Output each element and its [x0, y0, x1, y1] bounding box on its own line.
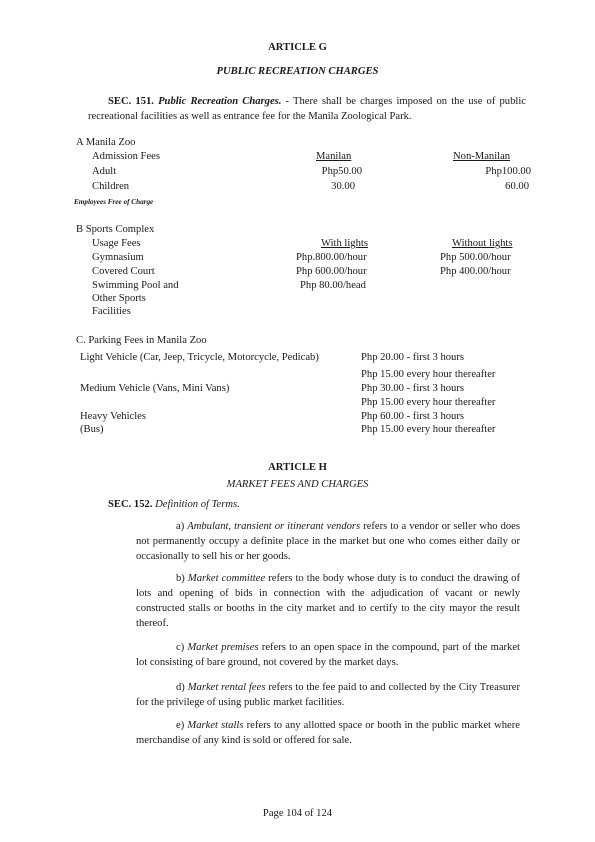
article-g-subtitle: PUBLIC RECREATION CHARGES: [216, 66, 379, 77]
definition-letter: d): [176, 682, 185, 693]
sec-151-number: SEC. 151.: [108, 96, 154, 107]
parking-medium-fee: Php 15.00 every hour thereafter: [361, 397, 496, 408]
definition-letter: c): [176, 642, 185, 653]
zoo-row-label: Adult: [92, 166, 117, 177]
sports-pool-with-lights: Php 80.00/head: [300, 280, 366, 291]
definition-term: Market committee: [187, 573, 266, 584]
sports-pool-label: Facilities: [92, 306, 131, 317]
sports-gym-with-lights: Php.800.00/hour: [296, 252, 367, 263]
sports-gym-label: Gymnasium: [92, 252, 144, 263]
sec-151-paragraph: [88, 94, 526, 124]
parking-heavy-label: Heavy Vehicles: [80, 411, 146, 422]
article-h-title: ARTICLE H: [268, 462, 327, 473]
zoo-fees-label: Admission Fees: [92, 151, 160, 162]
zoo-col-non-manilan: Non-Manilan: [453, 151, 511, 162]
parking-light-fee: Php 20.00 - first 3 hours: [361, 352, 464, 363]
parking-medium-label: Medium Vehicle (Vans, Mini Vans): [80, 383, 230, 394]
sports-heading: B Sports Complex: [76, 224, 155, 235]
sports-court-without-lights: Php 400.00/hour: [440, 266, 511, 277]
definition-term: Market rental fees: [187, 682, 266, 693]
definition-term: Market stalls: [187, 720, 244, 731]
article-g-title: ARTICLE G: [268, 42, 327, 53]
definition-text: refers to any allotted space or booth in the public market where merchandise of any kind is sold or offered for sale.: [136, 720, 520, 746]
definition-letter: a): [176, 521, 185, 532]
definition-b: [136, 571, 520, 631]
sec-151-text: - There shall be charges imposed on the use of public recreational facilities as well as entrance fee for the Manila Zoological Park.: [88, 96, 526, 122]
definition-c: [136, 640, 520, 670]
parking-heavy-fee: Php 60.00 - first 3 hours: [361, 411, 464, 422]
sports-col-with-lights: With lights: [321, 238, 368, 249]
sec-152-heading: [108, 499, 240, 512]
definition-letter: e): [176, 720, 185, 731]
sports-fees-label: Usage Fees: [92, 238, 141, 249]
sports-court-with-lights: Php 600.00/hour: [296, 266, 367, 277]
definition-text: refers to a vendor or seller who does not permanently occupy a definite place in the market but one who comes either daily or occasionally to sell his or her goods.: [136, 521, 520, 562]
zoo-row-label: Children: [92, 181, 130, 192]
parking-heavy-fee: Php 15.00 every hour thereafter: [361, 424, 496, 435]
sec-152-number: SEC. 152.: [108, 499, 153, 510]
zoo-row-non-manilan: Php100.00: [485, 166, 531, 177]
parking-light-label: Light Vehicle (Car, Jeep, Tricycle, Motorcycle, Pedicab): [80, 352, 319, 363]
zoo-row-non-manilan: 60.00: [505, 181, 529, 192]
zoo-row-manilan: 30.00: [331, 181, 355, 192]
zoo-note: Employees Free of Charge: [74, 198, 154, 206]
definition-text: refers to an open space in the compound, part of the market lot consisting of bare ground, not covered by the market days.: [136, 642, 520, 668]
definition-term: Market premises: [187, 642, 259, 653]
definition-text: refers to the body whose duty is to conduct the drawing of lots and opening of bids in connection with the adjudication of vacant or newly constructed stalls or booths in the city market and to certify to the city mayor the result thereof.: [136, 573, 520, 629]
article-h-subtitle: MARKET FEES AND CHARGES: [226, 479, 369, 490]
sports-pool-label: Other Sports: [92, 293, 146, 304]
sports-gym-without-lights: Php 500.00/hour: [440, 252, 511, 263]
zoo-row-manilan: Php50.00: [321, 166, 362, 177]
zoo-col-manilan: Manilan: [316, 151, 352, 162]
definition-e: [136, 718, 520, 748]
sports-court-label: Covered Court: [92, 266, 155, 277]
page-number: Page 104 of 124: [262, 808, 333, 819]
sec-151-title: Public Recreation Charges.: [158, 96, 282, 107]
parking-medium-fee: Php 30.00 - first 3 hours: [361, 383, 464, 394]
definition-d: [136, 680, 520, 710]
sec-152-title: Definition of Terms.: [155, 499, 240, 510]
parking-heavy-label: (Bus): [80, 424, 104, 435]
parking-light-fee: Php 15.00 every hour thereafter: [361, 369, 496, 380]
definition-term: Ambulant, transient or itinerant vendors: [187, 521, 361, 532]
parking-heading: C. Parking Fees in Manila Zoo: [76, 335, 207, 346]
definition-a: [136, 519, 520, 564]
definition-letter: b): [176, 573, 185, 584]
sports-col-without-lights: Without lights: [452, 238, 513, 249]
sports-pool-label: Swimming Pool and: [92, 280, 179, 291]
definition-text: refers to the fee paid to and collected by the City Treasurer for the privilege of using public market facilities.: [136, 682, 520, 708]
zoo-heading: A Manila Zoo: [76, 137, 136, 148]
